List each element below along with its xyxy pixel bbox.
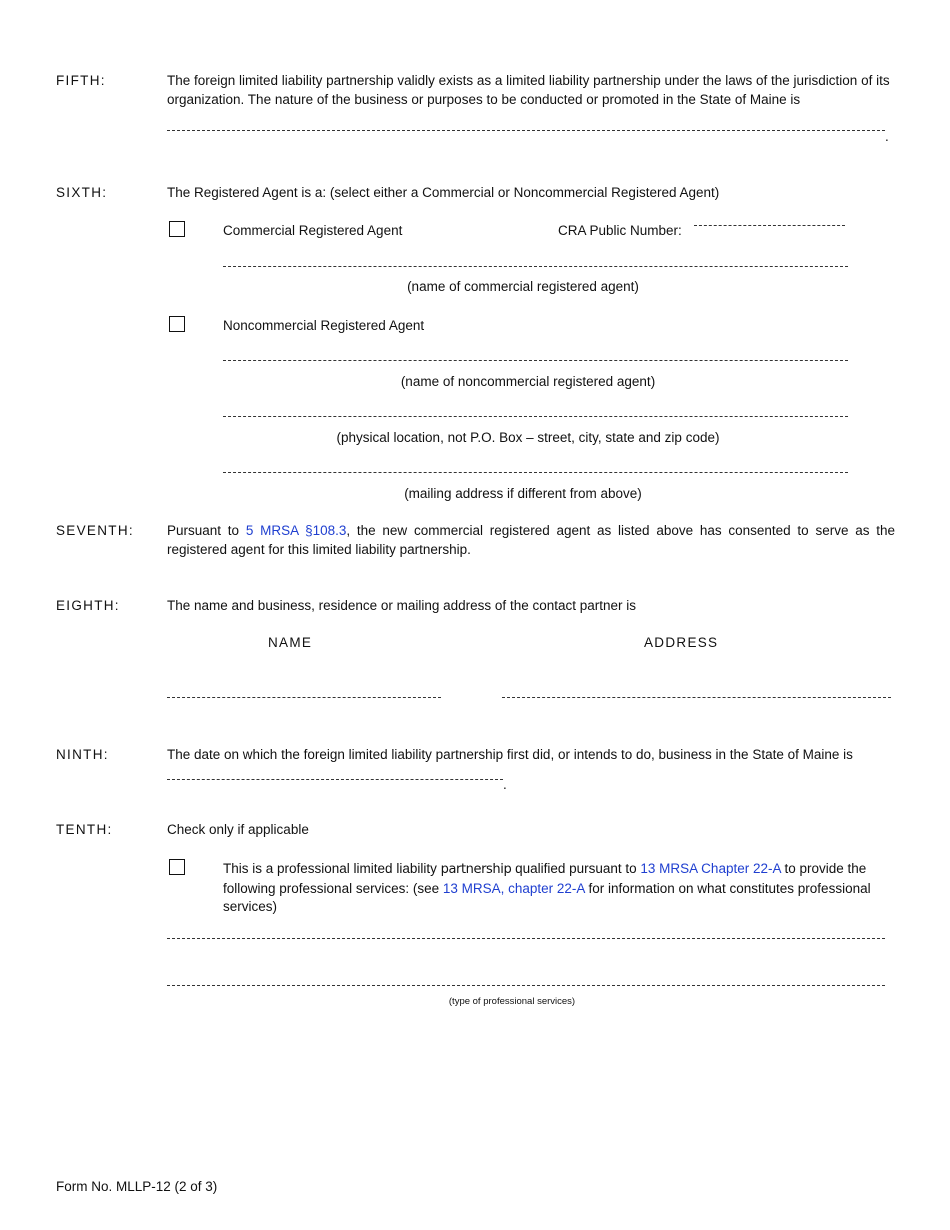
physical-location-caption: (physical location, not P.O. Box – street, city, state and zip code) bbox=[336, 430, 720, 445]
fifth-label: FIFTH: bbox=[56, 73, 106, 88]
physical-location-line[interactable] bbox=[223, 416, 848, 417]
professional-llp-checkbox[interactable] bbox=[169, 859, 185, 875]
sixth-text: The Registered Agent is a: (select either a Commercial or Noncommercial Registered Agent) bbox=[167, 185, 720, 200]
mailing-address-caption: (mailing address if different from above) bbox=[404, 486, 642, 501]
commercial-agent-name-line[interactable] bbox=[223, 266, 848, 267]
fifth-text: The foreign limited liability partnership validly exists as a limited liability partnership under the laws of the jurisdiction of its organization. The nature of the business or purposes to be conducted or promoted in the State of Maine is bbox=[167, 73, 890, 107]
ninth-period: . bbox=[503, 777, 507, 792]
noncommercial-agent-label: Noncommercial Registered Agent bbox=[223, 318, 425, 333]
commercial-agent-checkbox[interactable] bbox=[169, 221, 185, 237]
eighth-label: EIGHTH: bbox=[56, 598, 120, 613]
address-column-header: ADDRESS bbox=[644, 635, 719, 650]
noncommercial-agent-caption: (name of noncommercial registered agent) bbox=[400, 374, 656, 389]
mailing-address-line[interactable] bbox=[223, 472, 848, 473]
contact-partner-name-line[interactable] bbox=[167, 697, 441, 698]
name-column-header: NAME bbox=[268, 635, 313, 650]
noncommercial-agent-checkbox[interactable] bbox=[169, 316, 185, 332]
statute-link-13-mrsa-chapter[interactable]: 13 MRSA Chapter 22-A bbox=[640, 861, 781, 876]
noncommercial-agent-name-line[interactable] bbox=[223, 360, 848, 361]
business-date-line[interactable] bbox=[167, 779, 503, 780]
tenth-label: TENTH: bbox=[56, 822, 113, 837]
cra-public-number-field[interactable] bbox=[694, 225, 845, 226]
commercial-agent-label: Commercial Registered Agent bbox=[223, 223, 403, 238]
sixth-label: SIXTH: bbox=[56, 185, 108, 200]
form-number: Form No. MLLP-12 (2 of 3) bbox=[56, 1179, 218, 1194]
contact-partner-address-line[interactable] bbox=[502, 697, 891, 698]
professional-services-caption: (type of professional services) bbox=[448, 996, 576, 1007]
ninth-text: The date on which the foreign limited liability partnership first did, or intends to do, business in the State of Maine is bbox=[167, 747, 853, 762]
eighth-text: The name and business, residence or mailing address of the contact partner is bbox=[167, 598, 637, 613]
seventh-text: Pursuant to 5 MRSA §108.3, the new commercial registered agent as listed above has consented to serve as the registered agent for this limited liability partnership. bbox=[167, 523, 895, 557]
fifth-period: . bbox=[885, 129, 889, 144]
statute-link-13-mrsa-chapter-22a[interactable]: 13 MRSA, chapter 22-A bbox=[442, 880, 585, 896]
cra-public-number-label: CRA Public Number: bbox=[558, 223, 682, 238]
professional-llp-text: This is a professional limited liability partnership qualified pursuant to 13 MRSA Chapter 22-A to provide the following professional services: (see 13 MRSA, chapter 22-A for information on what constitutes professional services) bbox=[223, 861, 871, 914]
ninth-label: NINTH: bbox=[56, 747, 109, 762]
seventh-label: SEVENTH: bbox=[56, 523, 134, 538]
commercial-agent-caption: (name of commercial registered agent) bbox=[407, 279, 639, 294]
professional-services-line-2[interactable] bbox=[167, 985, 885, 986]
fifth-business-line[interactable] bbox=[167, 130, 885, 131]
statute-link-5-mrsa[interactable]: 5 MRSA §108.3 bbox=[245, 523, 347, 538]
tenth-text: Check only if applicable bbox=[167, 822, 309, 837]
professional-services-line-1[interactable] bbox=[167, 938, 885, 939]
